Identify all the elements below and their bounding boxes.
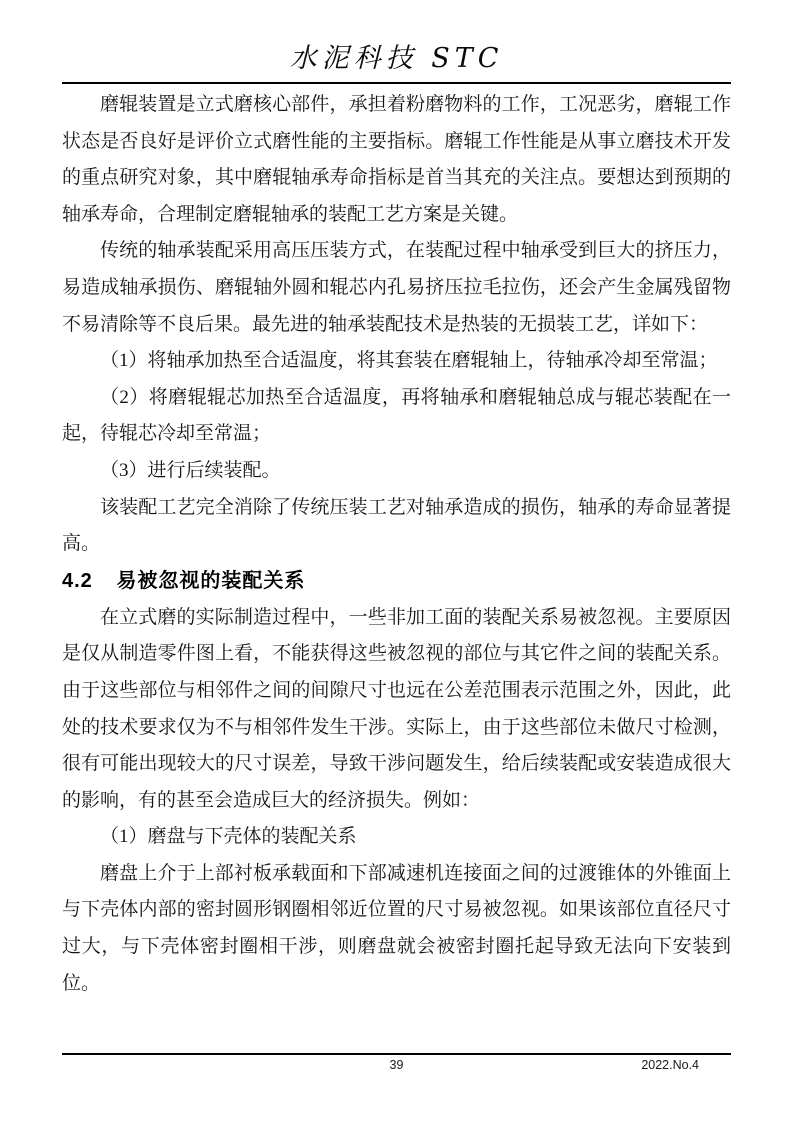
footer-page-number: 39 bbox=[389, 1058, 404, 1072]
paragraph-roller-intro: 磨辊装置是立式磨核心部件，承担着粉磨物料的工作，工况恶劣，磨辊工作状态是否良好是评价立式磨性能的主要指标。磨辊工作性能是从事立磨技术开发的重点研究对象，其中磨辊轴承寿命指标是首当其充的关注点。要想达到预期的轴承寿命，合理制定磨辊轴承的装配工艺方案是关键。 bbox=[62, 94, 731, 225]
section-heading-4-2 bbox=[62, 563, 731, 600]
section-title: 易被忽视的装配关系 bbox=[116, 569, 306, 592]
paragraph-overlooked-relations: 在立式磨的实际制造过程中，一些非加工面的装配关系易被忽视。主要原因是仅从制造零件图上看，不能获得这些被忽视的部位与其它件之间的装配关系。由于这些部位与相邻件之间的间隙尺寸也远在公差范围表示范围之外，因此，此处的技术要求仅为不与相邻件发生干涉。实际上，由于这些部位未做尺寸检测，很有可能出现较大的尺寸误差，导致干涉问题发生，给后续装配或安装造成很大的影响，有的甚至会造成巨大的经济损失。例如： bbox=[62, 606, 731, 811]
footer-issue-label: 2022.No.4 bbox=[641, 1058, 699, 1072]
footer-rule bbox=[62, 1053, 731, 1055]
journal-title: 水泥科技 STC bbox=[289, 43, 504, 74]
article-body bbox=[62, 87, 731, 1002]
paragraph-traditional-press-fit: 传统的轴承装配采用高压压装方式，在装配过程中轴承受到巨大的挤压力，易造成轴承损伤、磨辊轴外圆和辊芯内孔易挤压拉毛拉伤，还会产生金属残留物不易清除等不良后果。最先进的轴承装配技术是热装的无损装工艺，详如下： bbox=[62, 240, 731, 335]
list-item-step1: （1）将轴承加热至合适温度，将其套装在磨辊轴上，待轴承冷却至常温； bbox=[100, 350, 718, 372]
list-item-example-title: （1）磨盘与下壳体的装配关系 bbox=[100, 826, 357, 848]
list-item-step2: （2）将磨辊辊芯加热至合适温度，再将轴承和磨辊轴总成与辊芯装配在一起，待辊芯冷却至常温； bbox=[62, 386, 731, 445]
section-number: 4.2 bbox=[62, 569, 93, 592]
paragraph-grinding-disc-example: 磨盘上介于上部衬板承载面和下部减速机连接面之间的过渡锥体的外锥面上与下壳体内部的密封圆形钢圈相邻近位置的尺寸易被忽视。如果该部位直径尺寸过大，与下壳体密封圈相干涉，则磨盘就会被密封圈托起导致无法向下安装到位。 bbox=[62, 862, 731, 994]
paragraph-process-benefit: 该装配工艺完全消除了传统压装工艺对轴承造成的损伤，轴承的寿命显著提高。 bbox=[62, 496, 731, 555]
header-rule bbox=[62, 82, 731, 84]
list-item-step3: （3）进行后续装配。 bbox=[100, 459, 281, 481]
